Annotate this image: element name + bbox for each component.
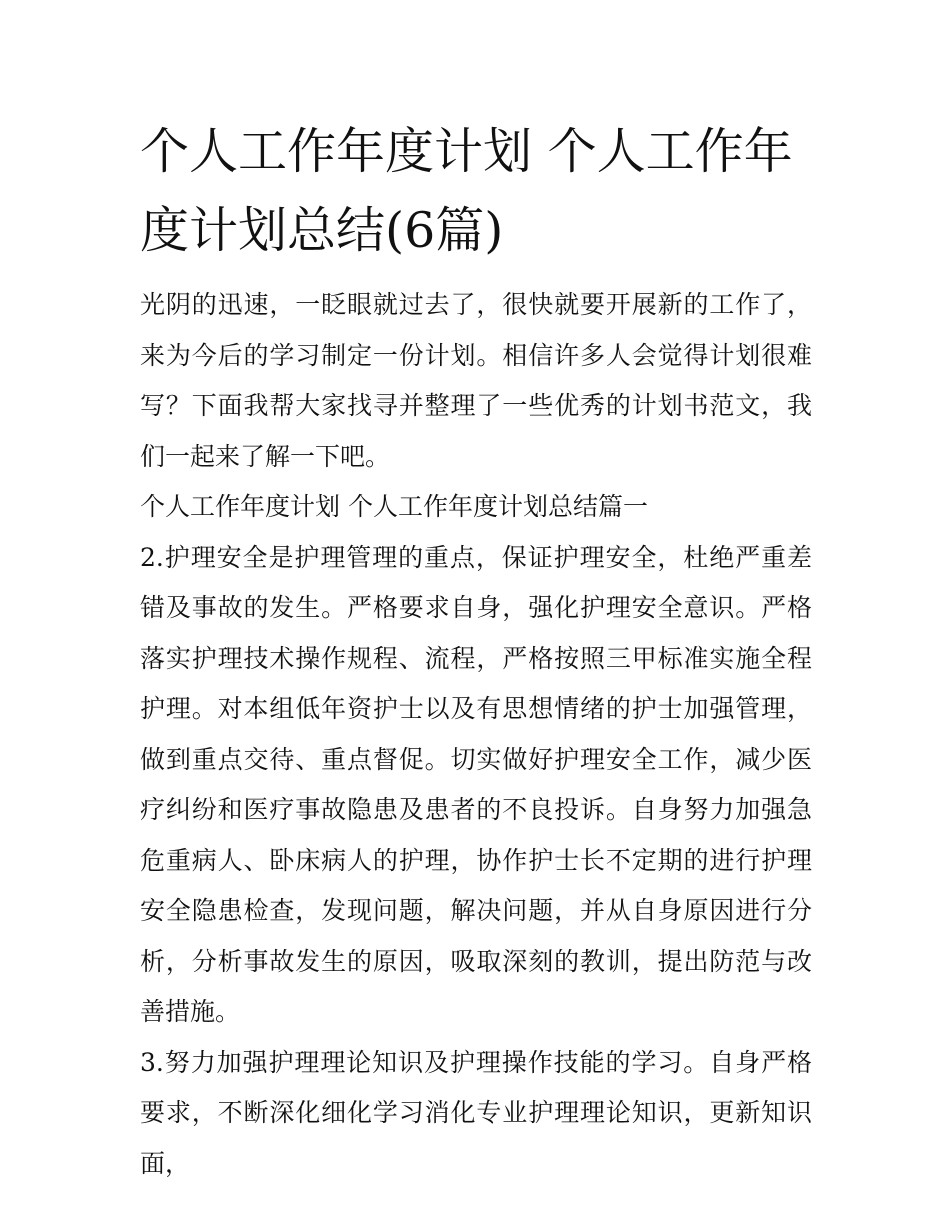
section-heading: 个人工作年度计划 个人工作年度计划总结篇一 [140,492,648,521]
paragraph-item-3: 3.努力加强护理理论知识及护理操作技能的学习。自身严格要求，不断深化细化学习消化专业护理理论知识，更新知识面， [140,1047,812,1178]
document-page [140,112,812,1189]
document-title: 个人工作年度计划 个人工作年度计划总结(6篇) [140,123,793,259]
paragraph-item-2: 2.护理安全是护理管理的重点，保证护理安全，杜绝严重差错及事故的发生。严格要求自身，强化护理安全意识。严格落实护理技术操作规程、流程，严格按照三甲标准实施全程护理。对本组低年资护士以及有思想情绪的护士加强管理，做到重点交待、重点督促。切实做好护理安全工作，减少医疗纠纷和医疗事故隐患及患者的不良投诉。自身努力加强急危重病人、卧床病人的护理，协作护士长不定期的进行护理安全隐患检查，发现问题，解决问题，并从自身原因进行分析，分析事故发生的原因，吸取深刻的教训，提出防范与改善措施。 [140,542,812,1026]
intro-paragraph: 光阴的迅速，一眨眼就过去了，很快就要开展新的工作了，来为今后的学习制定一份计划。相信许多人会觉得计划很难写？下面我帮大家找寻并整理了一些优秀的计划书范文，我们一起来了解一下吧。 [140,290,812,471]
